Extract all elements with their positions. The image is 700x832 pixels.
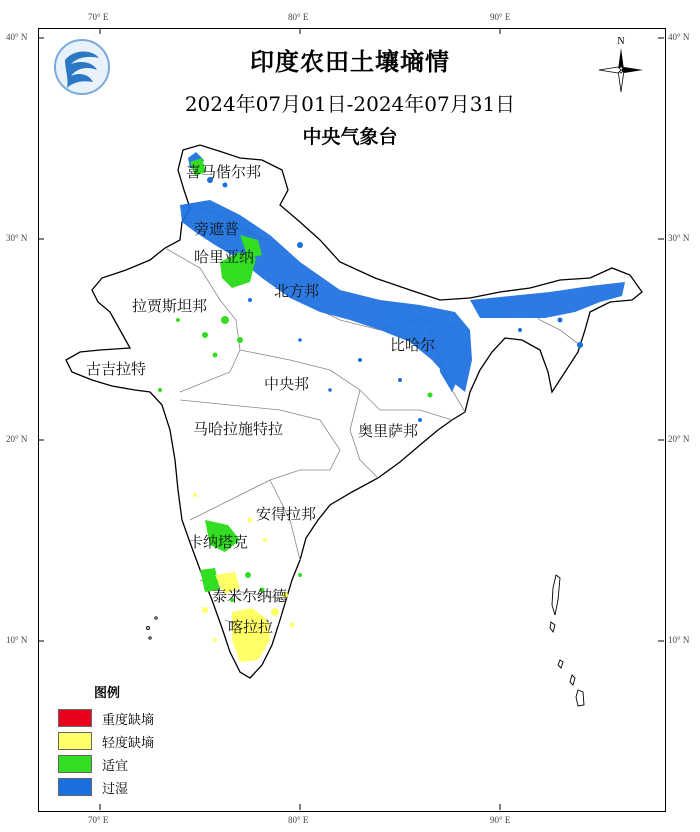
legend-label: 轻度缺墒	[102, 735, 155, 751]
map-legend	[58, 682, 198, 799]
lon-tick-top-70: 70° E	[88, 12, 109, 22]
lon-tick-bottom-90: 90° E	[490, 815, 511, 825]
region-label-mp: 中央邦	[264, 375, 310, 393]
lat-tick-left-30: 30° N	[6, 233, 28, 243]
legend-label: 过湿	[102, 781, 129, 797]
legend-item-severe-deficit	[58, 707, 198, 729]
legend-item-mild-deficit	[58, 730, 198, 752]
region-label-punjab: 旁遮普	[194, 220, 240, 238]
legend-swatch	[58, 709, 92, 727]
legend-label: 重度缺墒	[102, 712, 155, 728]
region-label-gujarat: 古吉拉特	[86, 360, 147, 378]
agency-name: 中央气象台	[302, 126, 398, 148]
legend-label: 适宜	[102, 758, 129, 774]
legend-swatch	[58, 778, 92, 796]
region-label-kerala: 喀拉拉	[228, 618, 274, 636]
region-label-karnataka: 卡纳塔克	[188, 533, 249, 551]
lat-tick-right-40: 40° N	[668, 32, 690, 42]
lon-tick-top-80: 80° E	[288, 12, 309, 22]
map-title: 印度农田土壤墒情	[250, 48, 450, 76]
region-label-rajasthan: 拉贾斯坦邦	[132, 297, 208, 315]
lat-tick-right-10: 10° N	[668, 635, 690, 645]
cma-logo	[53, 38, 111, 96]
region-label-andhra: 安得拉邦	[256, 505, 317, 523]
north-label: N	[617, 36, 625, 47]
region-label-tamil: 泰米尔纳德	[212, 587, 288, 605]
north-arrow-icon	[598, 34, 644, 96]
legend-swatch	[58, 755, 92, 773]
lon-tick-bottom-70: 70° E	[88, 815, 109, 825]
region-label-haryana: 哈里亚纳	[194, 248, 255, 266]
lon-tick-bottom-80: 80° E	[288, 815, 309, 825]
lat-tick-left-20: 20° N	[6, 434, 28, 444]
region-label-bihar: 比哈尔	[390, 336, 436, 354]
region-label-maharashtra: 马哈拉施特拉	[193, 420, 284, 438]
legend-item-suitable	[58, 753, 198, 775]
legend-swatch	[58, 732, 92, 750]
lat-tick-right-30: 30° N	[668, 233, 690, 243]
legend-title: 图例	[94, 686, 121, 701]
lat-tick-left-40: 40° N	[6, 32, 28, 42]
region-label-odisha: 奥里萨邦	[358, 422, 419, 440]
region-label-himachal: 喜马偕尔邦	[186, 163, 262, 181]
date-range: 2024年07月01日-2024年07月31日	[184, 92, 516, 116]
region-label-up: 北方邦	[274, 282, 320, 300]
lat-tick-right-20: 20° N	[668, 434, 690, 444]
lat-tick-left-10: 10° N	[6, 635, 28, 645]
legend-item-too-wet	[58, 776, 198, 798]
lon-tick-top-90: 90° E	[490, 12, 511, 22]
